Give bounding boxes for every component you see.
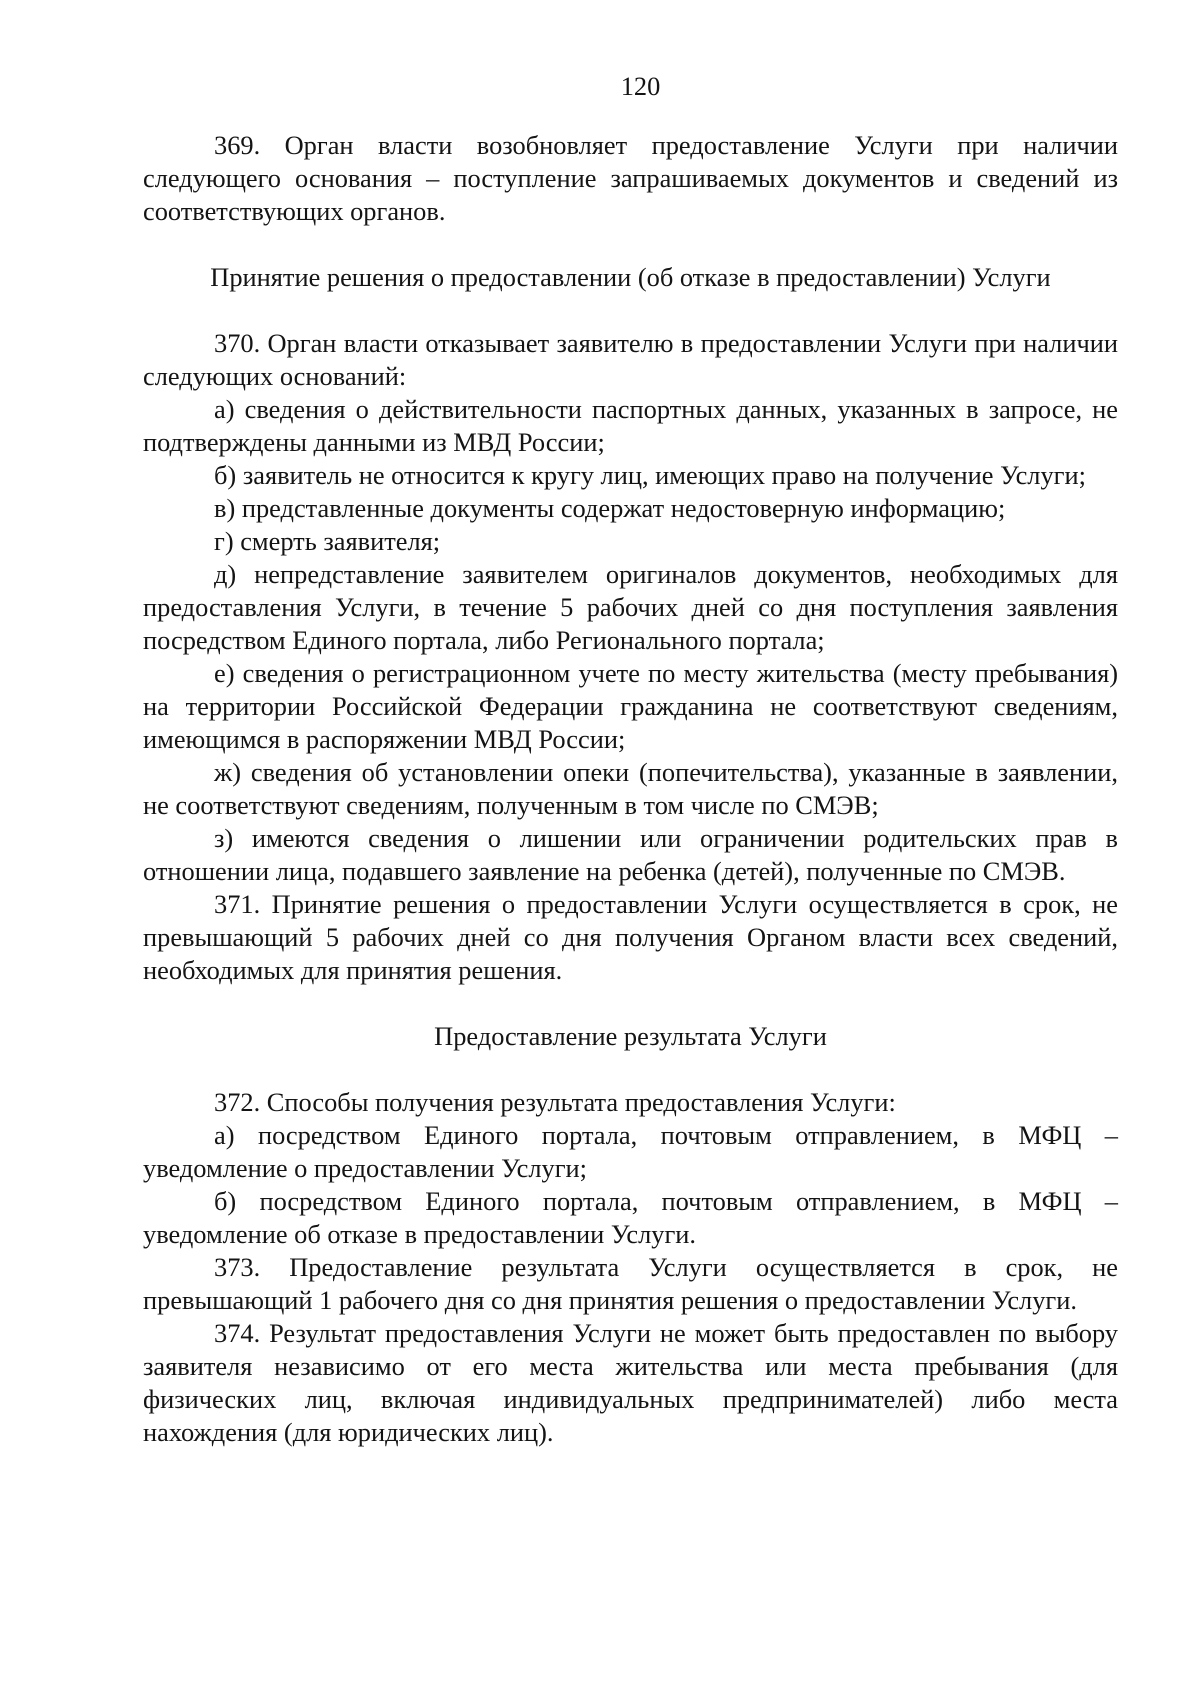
paragraph-370: 370. Орган власти отказывает заявителю в предоставлении Услуги при наличии следующих оснований: [143, 328, 1118, 391]
page-number: 120 [620, 71, 661, 101]
paragraph-369: 369. Орган власти возобновляет предоставление Услуги при наличии следующего основания – поступление запрашиваемых документов и сведений из соответствующих органов. [143, 130, 1118, 226]
list-item-370-d: д) непредставление заявителем оригиналов документов, необходимых для предоставления Услуги, в течение 5 рабочих дней со дня поступления заявления посредством Единого портала, либо Регионального портала; [143, 559, 1118, 655]
paragraph-373: 373. Предоставление результата Услуги осуществляется в срок, не превышающий 1 рабочего дня со дня принятия решения о предоставлении Услуги. [143, 1252, 1118, 1315]
paragraph-371: 371. Принятие решения о предоставлении Услуги осуществляется в срок, не превышающий 5 рабочих дней со дня получения Органом власти всех сведений, необходимых для принятия решения. [143, 889, 1118, 985]
paragraph-372: 372. Способы получения результата предоставления Услуги: [214, 1087, 896, 1117]
paragraph-374: 374. Результат предоставления Услуги не может быть предоставлен по выбору заявителя независимо от его места жительства или места пребывания (для физических лиц, включая индивидуальных предпринимателей) либо места нахождения (для юридических лиц). [143, 1318, 1118, 1447]
list-item-372-b: б) посредством Единого портала, почтовым отправлением, в МФЦ – уведомление об отказе в предоставлении Услуги. [143, 1186, 1118, 1249]
list-item-370-a: а) сведения о действительности паспортных данных, указанных в запросе, не подтверждены данными из МВД России; [143, 394, 1118, 457]
list-item-370-b: б) заявитель не относится к кругу лиц, имеющих право на получение Услуги; [214, 460, 1086, 490]
list-item-372-a: а) посредством Единого портала, почтовым отправлением, в МФЦ – уведомление о предоставлении Услуги; [143, 1120, 1118, 1183]
list-item-370-g: г) смерть заявителя; [214, 526, 441, 556]
list-item-370-v: в) представленные документы содержат недостоверную информацию; [214, 493, 1006, 523]
list-item-370-e: е) сведения о регистрационном учете по месту жительства (месту пребывания) на территории Российской Федерации гражданина не соответствуют сведениям, имеющимся в распоряжении МВД России; [143, 658, 1118, 754]
list-item-370-z: з) имеются сведения о лишении или ограничении родительских прав в отношении лица, подавшего заявление на ребенка (детей), полученные по СМЭВ. [143, 823, 1118, 886]
list-item-370-zh: ж) сведения об установлении опеки (попечительства), указанные в заявлении, не соответствуют сведениям, полученным в том числе по СМЭВ; [143, 757, 1118, 820]
section-heading-decision: Принятие решения о предоставлении (об отказе в предоставлении) Услуги [210, 262, 1051, 292]
section-heading-result: Предоставление результата Услуги [434, 1021, 827, 1051]
document-page [143, 70, 1118, 1449]
